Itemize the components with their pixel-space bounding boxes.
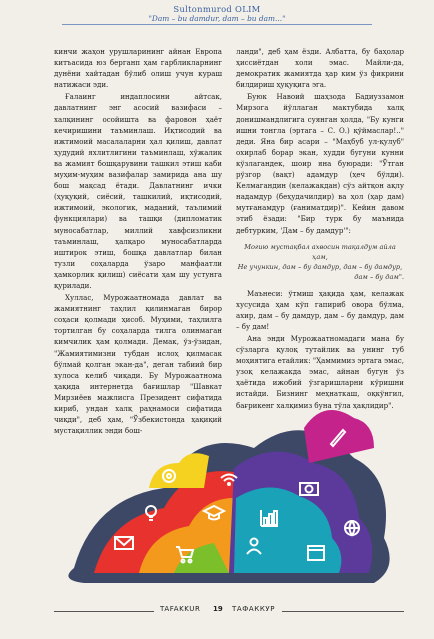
header-author: Sultonmurod OLIM xyxy=(173,4,261,14)
yellow-segment xyxy=(149,453,209,488)
poem-quote xyxy=(236,242,404,282)
poem-line-2: Не учункин, дам – бу дамдур, дам – бу дамдур, xyxy=(237,262,403,271)
footer-rule-right xyxy=(282,611,404,612)
footer-rule-left xyxy=(54,611,154,612)
left-paragraph-1: кинчи жаҳон урушларининг айнан Европа китъасида юз берганп ҳам гарбликларнинг дунёни хайтадан бўлиб олиш учун кураш натижаси эди. xyxy=(54,47,222,90)
left-paragraph-2: Ғалаинг индаплосини айтсак, давлатнинг энг асосий вазифаси – халқининг осойишта ва фаровон ҳаёт кечиришини таъминлаш. Иқтисодий ва ижтимоий масалаларни ҳал қилиш, давлат ҳудудий яхлитлигини таъминлаш, хўжалик ва жамият бошқарувини ташкил этиш каби муҳим-муҳим вазифалар замирида ана шу бош мақсад ётади. Давлатнинг ички (ҳуқуқий, сиёсий, ташкилий, иқтисодий, ижтимоий, экологик, маданий, таълимий функциялари) ва ташқи (дипломатик муносабатлар, миллий хавфсизликни таъминлаш, ҳалқаро муносабатларда иштирок этиш, бошқа давлатлар билан тузли соҳаларда ўзаро манфаатли ҳамкорлик қилиш) сиёсати ҳам шу устунга қурилади. xyxy=(54,92,222,290)
right-paragraph-3: Маънеси: ўтмиш ҳақида ҳам, келажак хусусида ҳам кўп гапириб овора бўлма, ахир, дам – бу дамдур, дам – бу дамдур, дам – бу дам! xyxy=(236,288,404,331)
page-footer xyxy=(0,605,434,617)
left-paragraph-3: Хуллас, Мурожаатномада давлат ва жамиятнинг таҳлил қилинмаган бирор соҳаси қолмади ҳисоб. Муҳими, таҳлилга тортилган бу соҳаларда тилга олинмаган кимчилик ҳам қолмади. Демак, ўз-ўзидан, "Жамиятимизни тубдан ислоҳ қилмасак бўлмай қолган экан-да", деган табиий бир хулоса келиб чиқади. Бу Мурожаатнома ҳақида интернетда бағишлар "Шавкат Мирзиёев мажлисга Президент сифатида кириб, ундан халқ раҳнамоси сифатида чиқди", деб ҳам, "Ўзбекистонда ҳақиқий мустақиллик энди бош- xyxy=(54,293,222,436)
right-paragraph-2: Буюк Навоий шаҳзода Бадиуззамон Мирзога йўллаган мактубида халқ донишмандлигига суянган ҳолда, "Бу кунги ишни тонгла (эртага – С. О.) қўймаслар!.." деди. Яна бир асари – "Маҳбуб ул-қулуб" охирлаб борар экан, худди бугуни кунни кўзлагандек, шоир яна буюради: "Ўтган рўзгор (вақт) адамдур (ҳеч бўлди). Келмагандин (келажакдан) сўз айтқон ақлу надамдур (беҳудачилдир) ва ҳол (ҳар дам) мутғанамдур (ғаниматдир)". Кейин давом этиб ёзади: "Бир турк бу маънида дебтурким, 'Дам – бу дамдур'": xyxy=(236,92,404,235)
header-subtitle: "Dam – bu damdur, dam – bu dam..." xyxy=(148,14,286,23)
page-number: 19 xyxy=(213,605,223,613)
right-column xyxy=(236,46,404,412)
right-paragraph-4: Ана энди Мурожаатномадаги мана бу сўзларга қулоқ тутайлик ва унинг туб моҳиятига етайлик: "Ҳаммимиз эртага эмас, узоқ келажакда эмас, айнан бугун ўз ҳаётида ижобий ўзгаришларни кўришни истайди. Бизнинг меҳнаткаш, оқкўнгил, бағрикенг халқимиз буна тўла ҳақлидир". xyxy=(236,333,404,410)
magenta-segment xyxy=(304,410,374,463)
poem-line-3: дам – бу дам". xyxy=(354,272,404,281)
footer-magazine-latin: TAFAKKUR xyxy=(160,605,201,613)
footer-magazine-cyrillic: ТАФАККУР xyxy=(232,605,276,613)
cloud-icons-illustration xyxy=(54,368,404,600)
poem-line-1: Могию мустақбал ахвосин тақалдум айла ҳам, xyxy=(244,242,396,261)
header-divider xyxy=(62,24,372,25)
right-paragraph-1: ланди", деб ҳам ёзди. Албатта, бу баҳолар ҳиссиётдан холи эмас. Майли-да, демократик жамиятда ҳар ким ўз фикрини билдириш ҳуқуқига эга. xyxy=(236,47,404,90)
